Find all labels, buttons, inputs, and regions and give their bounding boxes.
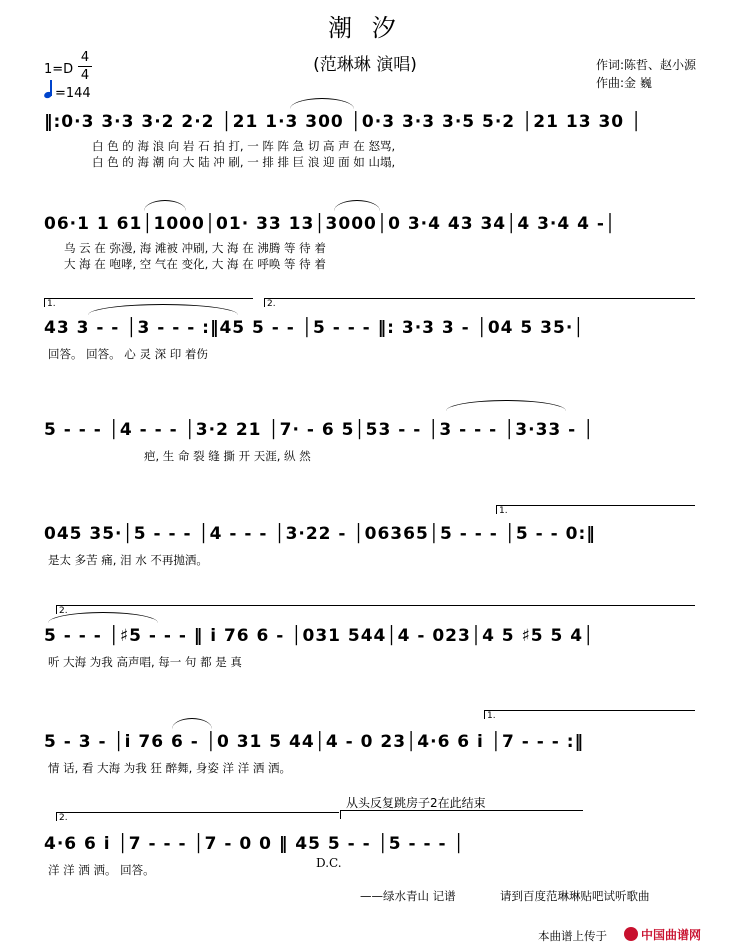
slur xyxy=(290,98,354,109)
repeat-instruction: 从头反复跳房子2在此结束 xyxy=(346,796,486,810)
slur xyxy=(446,400,566,411)
listen-note: 请到百度范琳琳贴吧试听歌曲 xyxy=(500,889,650,903)
slur xyxy=(144,200,186,211)
composer-credit: 作曲:金 巍 xyxy=(596,76,652,90)
time-signature-line xyxy=(78,66,92,67)
score-row-3 xyxy=(44,318,694,361)
tempo-marking: =144 xyxy=(55,86,91,101)
volta-first-ending: 1. xyxy=(496,505,695,514)
site-name: 中国曲谱网 xyxy=(641,928,702,942)
dc-marking: D.C. xyxy=(316,856,342,870)
score-row-7 xyxy=(44,732,694,775)
lyrics-row-1-verse-2: 白 色 的 海 潮 向 大 陆 冲 刷, 一 排 排 巨 浪 迎 面 如 山塌, xyxy=(92,155,396,169)
volta-second-ending: 2. xyxy=(56,605,695,614)
notes-row-7: 5 - 3 - │i 76 6 - │0 31 5 44│4 - 0 23│4·6 6 i │7 - - - :‖ xyxy=(44,732,585,752)
lyrics-row-5-verse-1: 是太 多苦 痛, 泪 水 不再抛洒。 xyxy=(48,553,208,567)
lyrics-row-6-verse-1: 听 大海 为我 高声唱, 每一 句 都 是 真 xyxy=(48,655,242,669)
time-signature-top: 4 xyxy=(80,50,90,65)
repeat-bracket xyxy=(340,810,583,819)
site-logo-icon xyxy=(624,927,638,941)
volta-first-ending: 1. xyxy=(484,710,695,719)
upload-note: 本曲谱上传于 xyxy=(538,929,607,943)
score-row-4 xyxy=(44,420,694,463)
score-row-1 xyxy=(44,112,694,169)
notes-row-5: 045 35·│5 - - - │4 - - - │3·22 - │06365│5 - - - │5 - - 0:‖ xyxy=(44,524,596,544)
score-row-5 xyxy=(44,524,694,567)
notes-row-8: 4·6 6 i │7 - - - │7 - 0 0 ‖ 45 5 - - │5 - - - │ xyxy=(44,834,465,854)
lyrics-row-4-verse-1: 疤, 生 命 裂 缝 撕 开 天涯, 纵 然 xyxy=(144,449,311,463)
lyrics-row-1-verse-1: 白 色 的 海 浪 向 岩 石 拍 打, 一 阵 阵 急 切 高 声 在 怒骂, xyxy=(92,139,396,153)
lyrics-row-2-verse-1: 乌 云 在 弥漫, 海 滩被 冲刷, 大 海 在 沸腾 等 待 着 xyxy=(64,241,326,255)
slur xyxy=(334,200,380,211)
volta-first-ending: 1. xyxy=(44,298,253,307)
song-subtitle: (范琳琳 演唱) xyxy=(313,55,417,75)
notation-credit: ——绿水青山 记谱 xyxy=(360,889,456,903)
notes-row-2: 06·1 1 61│1000│01· 33 13│3000│0 3·4 43 34│4 3·4 4 -│ xyxy=(44,214,617,234)
lyrics-row-3-verse-1: 回答。 回答。 心 灵 深 印 着伤 xyxy=(48,347,208,361)
volta-second-ending: 2. xyxy=(56,812,339,821)
notes-row-6: 5 - - - │♯5 - - - ‖ i 76 6 - │031 544│4 - 023│4 5 ♯5 5 4│ xyxy=(44,626,595,646)
lyricist-credit: 作词:陈哲、赵小源 xyxy=(596,58,697,72)
lyrics-row-8-verse-1: 洋 洋 洒 洒。 回答。 xyxy=(48,863,155,877)
quarter-note-icon xyxy=(44,80,52,100)
key-signature: 1=D xyxy=(44,62,74,77)
time-signature-bottom: 4 xyxy=(80,68,90,83)
slur xyxy=(172,718,212,729)
volta-second-ending: 2. xyxy=(264,298,695,307)
score-row-2 xyxy=(44,214,694,271)
notes-row-4: 5 - - - │4 - - - │3·2 21 │7· - 6 5│53 - - │3 - - - │3·33 - │ xyxy=(44,420,595,440)
score-row-8 xyxy=(44,834,694,877)
notes-row-1: ‖:0·3 3·3 3·2 2·2 │21 1·3 300 │0·3 3·3 3·5 5·2 │21 13 30 │ xyxy=(44,112,643,132)
site-logo xyxy=(624,926,701,943)
lyrics-row-7-verse-1: 情 话, 看 大海 为我 狂 醉舞, 身姿 洋 洋 洒 洒。 xyxy=(48,761,292,775)
notes-row-3: 43 3 - - │3 - - - :‖45 5 - - │5 - - - ‖: 3·3 3 - │04 5 35·│ xyxy=(44,318,585,338)
score-row-6 xyxy=(44,626,694,669)
lyrics-row-2-verse-2: 大 海 在 咆哮, 空 气在 变化, 大 海 在 呼唤 等 待 着 xyxy=(64,257,326,271)
song-title: 潮 汐 xyxy=(328,14,402,42)
